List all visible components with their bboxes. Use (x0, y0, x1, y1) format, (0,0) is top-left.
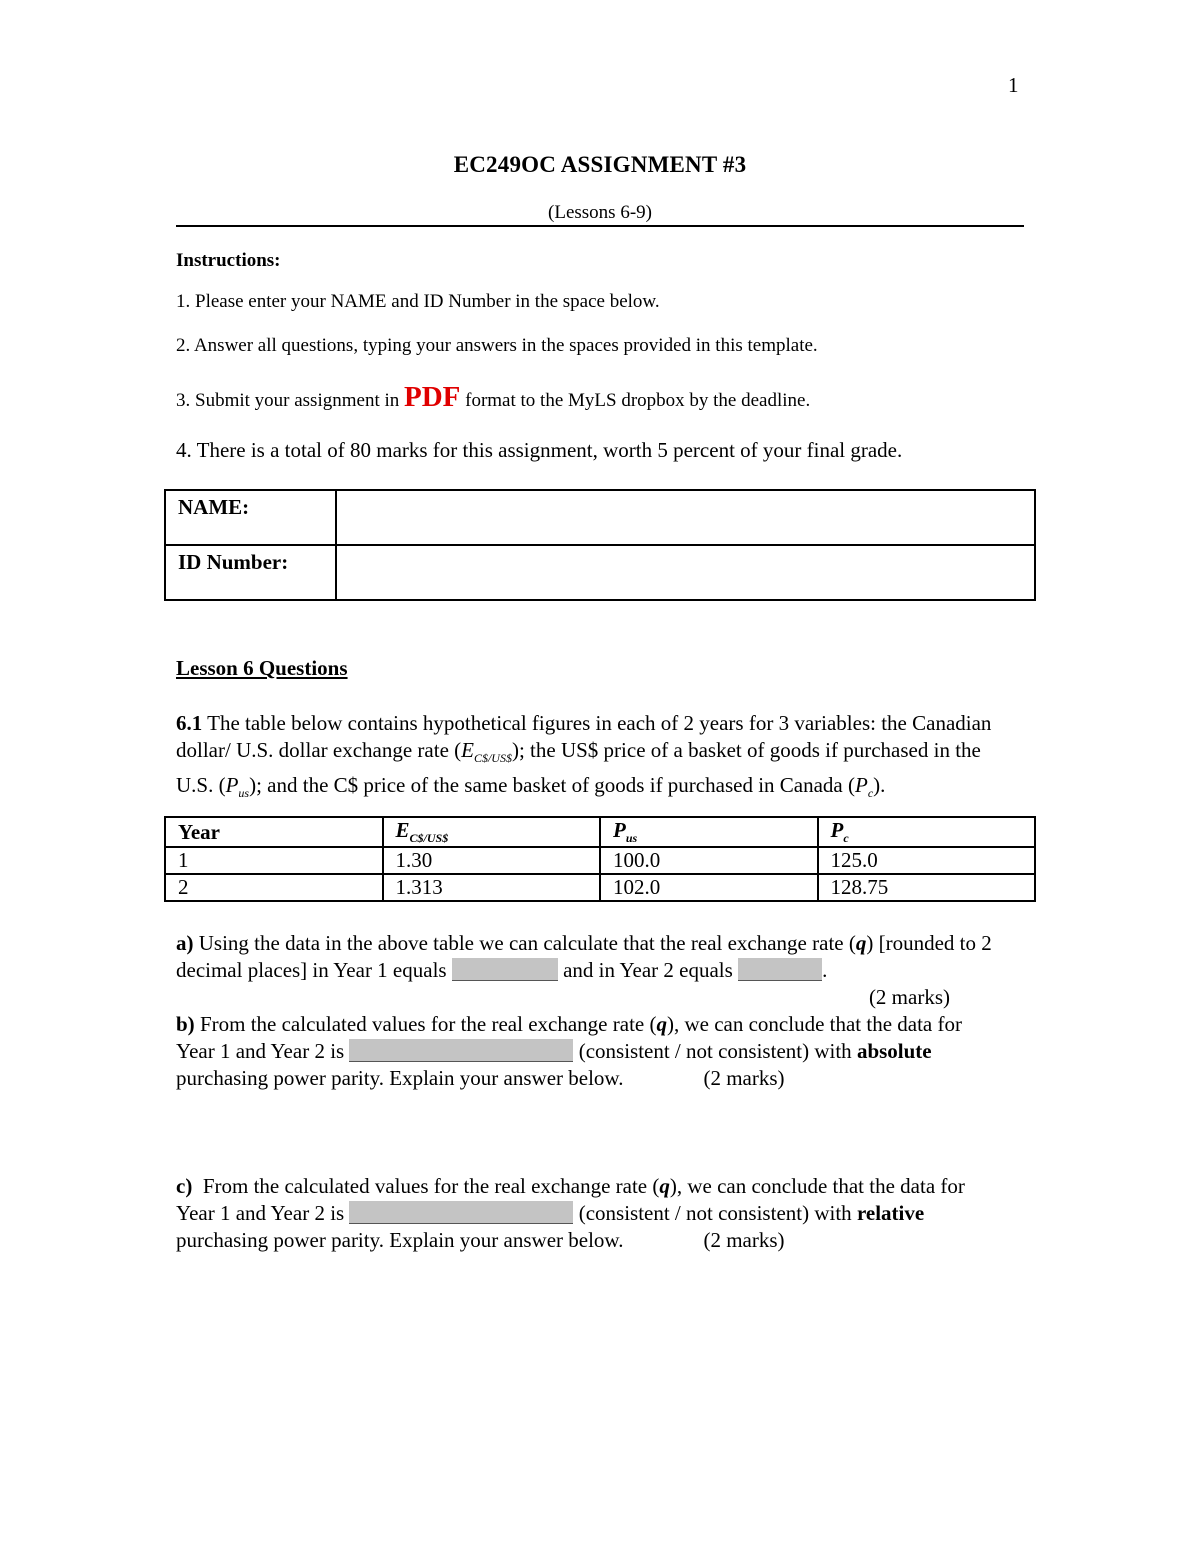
question-a (176, 930, 996, 1011)
header-pc-subscript: c (843, 831, 849, 846)
q-symbol: q (855, 931, 867, 955)
canada-price-subscript: c (867, 786, 874, 801)
lesson-6-heading: Lesson 6 Questions (176, 656, 348, 680)
question-a-text-3: and in Year 2 equals (557, 958, 739, 982)
name-row (165, 490, 1035, 545)
exchange-rate-table (164, 816, 1036, 902)
question-c-marks: (2 marks) (703, 1228, 785, 1252)
intro-text-4: ). (873, 773, 886, 798)
cell-us-price: 100.0 (600, 847, 818, 874)
question-b-text-4: purchasing power parity. Explain your answer below. (176, 1066, 624, 1090)
name-field[interactable] (336, 490, 1035, 545)
header-e-symbol: E (395, 818, 410, 842)
question-c-text-4: purchasing power parity. Explain your answer below. (176, 1228, 624, 1252)
question-b-text-3: (consistent / not consistent) with (573, 1039, 857, 1063)
cell-exchange-rate: 1.30 (383, 847, 601, 874)
header-year: Year (165, 817, 383, 847)
question-b-marks: (2 marks) (703, 1066, 785, 1090)
answer-b-field[interactable] (349, 1039, 573, 1062)
header-us-price (600, 817, 818, 847)
q-symbol: q (656, 1012, 667, 1036)
instruction-3-text-end: format to the MyLS dropbox by the deadline. (460, 390, 811, 411)
question-6-1-intro (176, 710, 1006, 807)
question-a-text-1: Using the data in the above table we can calculate that the real exchange rate ( (193, 931, 856, 955)
instruction-3 (176, 381, 810, 414)
header-pus-symbol: P (613, 818, 626, 842)
question-c (176, 1173, 996, 1254)
exchange-rate-subscript: C$/US$ (473, 751, 512, 766)
us-price-symbol: P (225, 773, 239, 798)
cell-canada-price: 125.0 (818, 847, 1036, 874)
question-a-text-2: ) [rounded to 2 decimal places] in Year 1 equals (176, 931, 992, 982)
id-row (165, 545, 1035, 600)
page-number: 1 (1008, 73, 1019, 97)
instruction-4: 4. There is a total of 80 marks for this assignment, worth 5 percent of your final grade. (176, 438, 903, 462)
cell-year: 1 (165, 847, 383, 874)
question-b-text-2: ), we can conclude that the data for Year 1 and Year 2 is (176, 1012, 962, 1063)
question-b-label: b) (176, 1012, 195, 1036)
q-symbol: q (659, 1174, 670, 1198)
header-exchange-rate (383, 817, 601, 847)
question-a-marks: (2 marks) (868, 985, 950, 1009)
id-number-label: ID Number: (165, 545, 336, 600)
question-b-text-1: From the calculated values for the real exchange rate ( (194, 1012, 657, 1036)
relative-keyword: relative (856, 1201, 925, 1225)
question-a-label: a) (176, 931, 194, 955)
question-c-text-2: ), we can conclude that the data for Year 1 and Year 2 is (176, 1174, 965, 1225)
header-canada-price (818, 817, 1036, 847)
intro-text-2: ); the US$ price of a basket of goods if purchased in the U.S. ( (176, 738, 981, 798)
question-b (176, 1011, 996, 1092)
table-header-row (165, 817, 1035, 847)
intro-text-1: The table below contains hypothetical figures in each of 2 years for 3 variables: the Canadian dollar/ U.S. dollar exchange rate ( (176, 711, 992, 762)
header-e-subscript: C$/US$ (409, 831, 449, 846)
table-row (165, 874, 1035, 901)
absolute-keyword: absolute (856, 1039, 932, 1063)
cell-exchange-rate: 1.313 (383, 874, 601, 901)
question-c-label: c) (176, 1174, 193, 1198)
question-c-text-1: From the calculated values for the real exchange rate ( (192, 1174, 660, 1198)
title-divider (176, 225, 1024, 227)
question-number: 6.1 (176, 711, 203, 735)
answer-c-field[interactable] (349, 1201, 573, 1224)
answer-a-year2-field[interactable] (738, 958, 822, 981)
question-c-text-3: (consistent / not consistent) with (573, 1201, 857, 1225)
instruction-2: 2. Answer all questions, typing your answers in the spaces provided in this template. (176, 335, 818, 356)
intro-text-3: ); and the C$ price of the same basket of goods if purchased in Canada ( (249, 773, 855, 798)
name-label: NAME: (165, 490, 336, 545)
instruction-1: 1. Please enter your NAME and ID Number in the space below. (176, 291, 660, 312)
exchange-rate-symbol: E (461, 738, 474, 762)
student-id-table (164, 489, 1036, 601)
instruction-3-text-start: 3. Submit your assignment in (176, 390, 404, 411)
us-price-subscript: us (238, 786, 250, 801)
header-pus-subscript: us (625, 831, 638, 846)
cell-canada-price: 128.75 (818, 874, 1036, 901)
canada-price-symbol: P (855, 773, 868, 798)
header-pc-symbol: P (830, 818, 844, 842)
instructions-heading: Instructions: (176, 250, 281, 271)
id-number-field[interactable] (336, 545, 1035, 600)
answer-a-year1-field[interactable] (452, 958, 558, 981)
pdf-highlight: PDF (404, 381, 461, 413)
cell-us-price: 102.0 (600, 874, 818, 901)
document-title: EC249OC ASSIGNMENT #3 (453, 152, 747, 177)
cell-year: 2 (165, 874, 383, 901)
document-subtitle: (Lessons 6-9) (548, 202, 652, 223)
table-row (165, 847, 1035, 874)
question-a-text-4: . (822, 958, 828, 982)
